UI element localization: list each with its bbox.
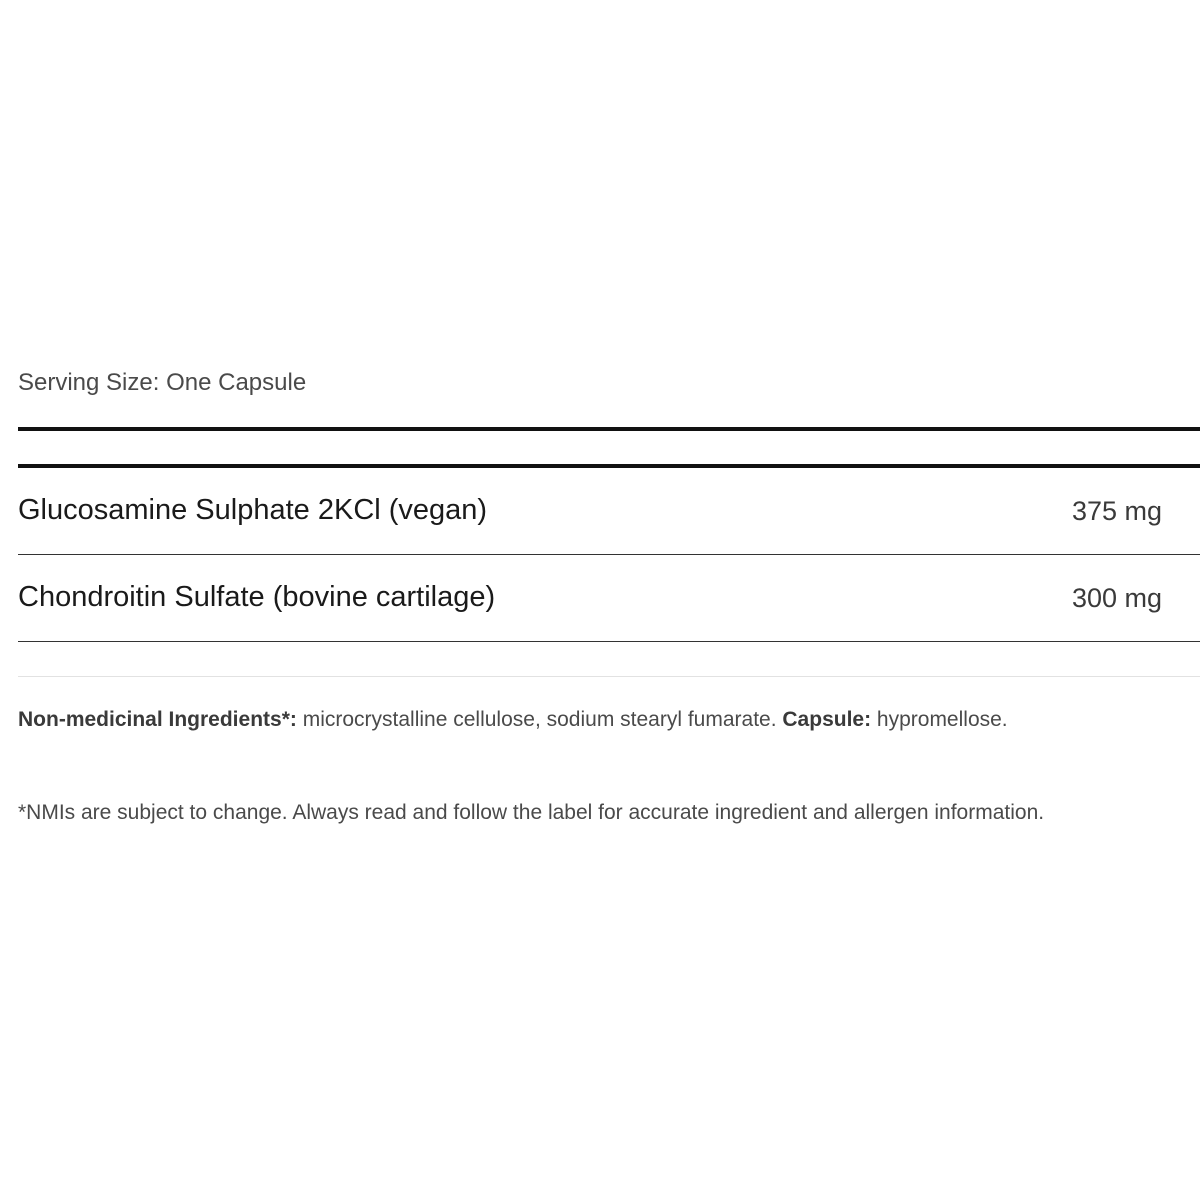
nmi-disclaimer: *NMIs are subject to change. Always read and follow the label for accurate ingredient and allergen information. [18, 801, 1045, 824]
ingredient-name: Glucosamine Sulphate 2KCl (vegan) [18, 494, 488, 526]
serving-size-separator: : [152, 369, 167, 396]
serving-size-value: One Capsule [166, 369, 307, 396]
ingredient-amount: 375 mg [1072, 496, 1163, 526]
row-divider [18, 641, 1200, 642]
capsule-label: Capsule: [782, 708, 872, 731]
ingredient-row [18, 468, 1200, 554]
thick-divider-top [18, 427, 1200, 431]
ingredient-row [18, 555, 1200, 641]
serving-size [18, 369, 306, 397]
capsule-text: hypromellose. [871, 708, 1008, 731]
non-medicinal-text: microcrystalline cellulose, sodium stearyl fumarate. [296, 708, 783, 731]
non-medicinal-ingredients [18, 708, 1008, 732]
ingredient-name: Chondroitin Sulfate (bovine cartilage) [18, 581, 496, 613]
serving-size-label: Serving Size [18, 369, 153, 396]
light-divider [18, 676, 1200, 677]
ingredient-amount: 300 mg [1072, 583, 1163, 613]
non-medicinal-label: Non-medicinal Ingredients*: [18, 708, 297, 731]
